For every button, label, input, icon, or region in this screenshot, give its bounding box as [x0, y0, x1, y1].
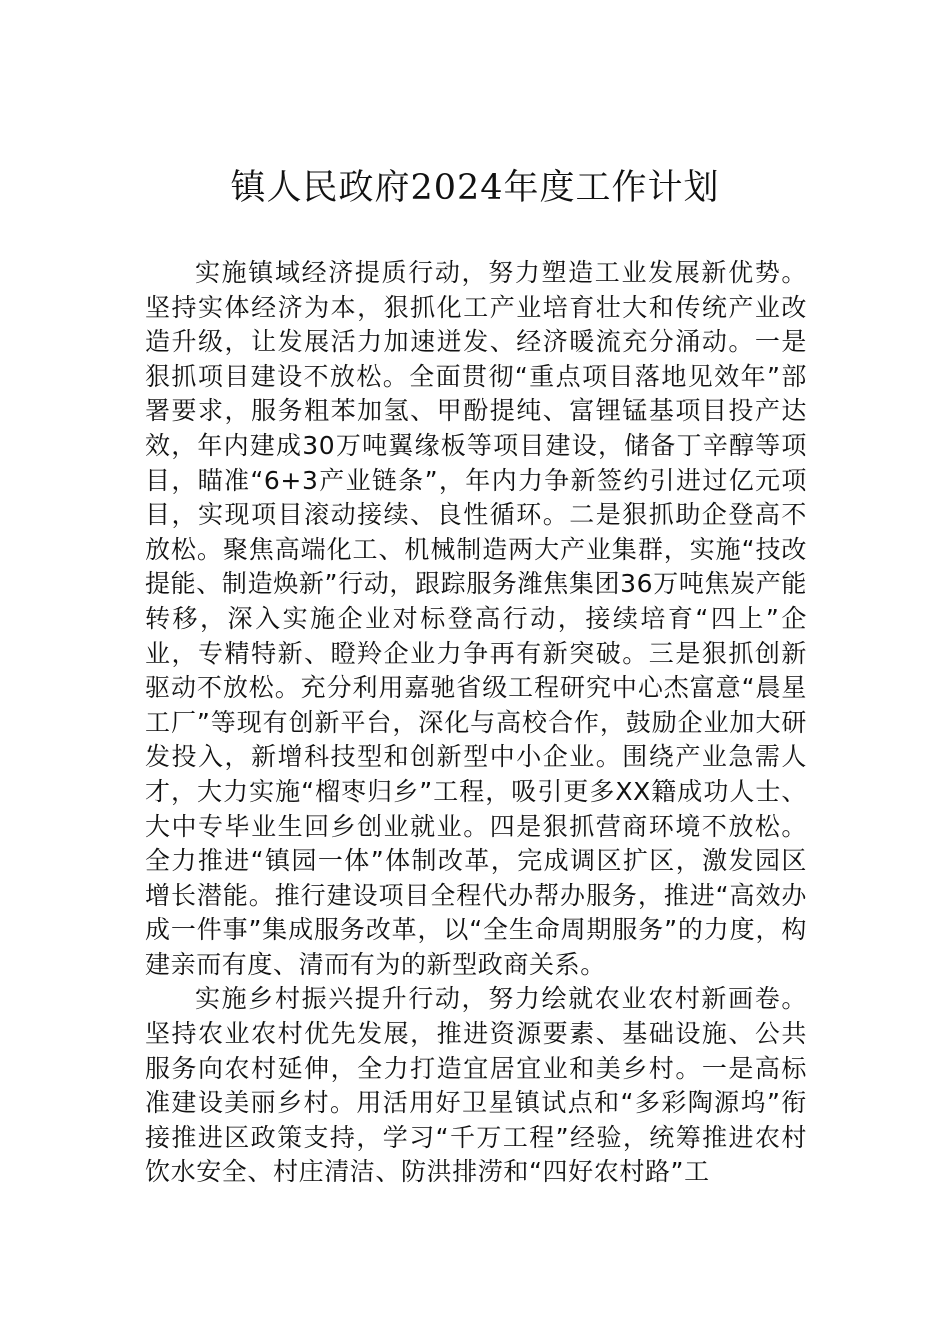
document-body [145, 256, 807, 1190]
paragraph-economy: 实施镇域经济提质行动，努力塑造工业发展新优势。坚持实体经济为本，狠抓化工产业培育壮大和传统产业改造升级，让发展活力加速迸发、经济暖流充分涌动。一是狠抓项目建设不放松。全面贯彻“重点项目落地见效年”部署要求，服务粗苯加氢、甲酚提纯、富锂锰基项目投产达效，年内建成30万吨翼缘板等项目建设，储备丁辛醇等项目，瞄准“6+3产业链条”，年内力争新签约引进过亿元项目，实现项目滚动接续、良性循环。二是狠抓助企登高不放松。聚焦高端化工、机械制造两大产业集群，实施“技改提能、制造焕新”行动，跟踪服务潍焦集团36万吨焦炭产能转移，深入实施企业对标登高行动，接续培育“四上”企业，专精特新、瞪羚企业力争再有新突破。三是狠抓创新驱动不放松。充分利用嘉驰省级工程研究中心杰富意“晨星工厂”等现有创新平台，深化与高校合作，鼓励企业加大研发投入，新增科技型和创新型中小企业。围绕产业急需人才，大力实施“榴枣归乡”工程，吸引更多XX籍成功人士、大中专毕业生回乡创业就业。四是狠抓营商环境不放松。全力推进“镇园一体”体制改革，完成调区扩区，激发园区增长潜能。推行建设项目全程代办帮办服务，推进“高效办成一件事”集成服务改革，以“全生命周期服务”的力度，构建亲而有度、清而有为的新型政商关系。 [145, 258, 807, 979]
document-title: 镇人民政府2024年度工作计划 [230, 168, 720, 208]
paragraph-rural: 实施乡村振兴提升行动，努力绘就农业农村新画卷。坚持农业农村优先发展，推进资源要素、基础设施、公共服务向农村延伸，全力打造宜居宜业和美乡村。一是高标准建设美丽乡村。用活用好卫星镇试点和“多彩陶源坞”衔接推进区政策支持，学习“千万工程”经验，统筹推进农村饮水安全、村庄清洁、防洪排涝和“四好农村路”工 [145, 984, 807, 1187]
